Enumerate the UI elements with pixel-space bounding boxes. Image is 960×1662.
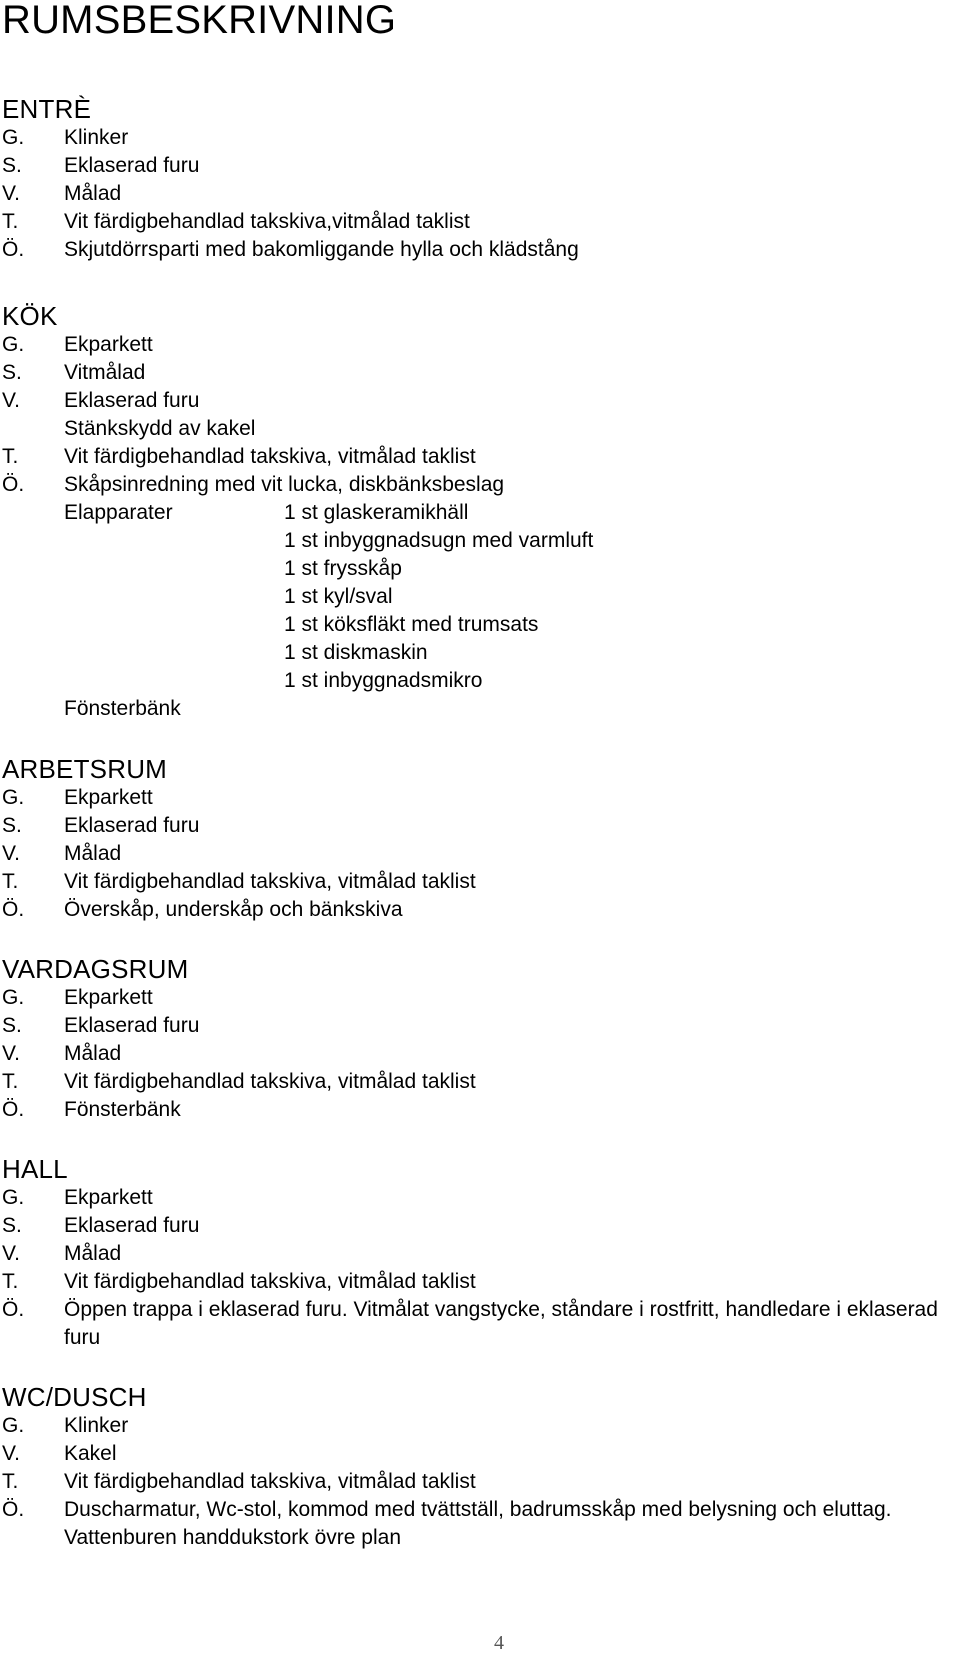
row-wall bbox=[2, 840, 960, 868]
row-value: Eklaserad furu bbox=[64, 1214, 200, 1237]
row-value: Överskåp, underskåp och bänkskiva bbox=[64, 898, 403, 921]
row-wall bbox=[2, 1240, 960, 1268]
row-value: Målad bbox=[64, 842, 122, 865]
row-ceiling bbox=[2, 208, 960, 236]
row-floor bbox=[2, 784, 960, 812]
row-other bbox=[2, 471, 960, 499]
row-wall bbox=[2, 1440, 960, 1468]
row-value: Stänkskydd av kakel bbox=[64, 417, 256, 440]
row-value: Skåpsinredning med vit lucka, diskbänksbeslag bbox=[64, 473, 505, 496]
row-key: S. bbox=[2, 361, 22, 384]
section-heading: ARBETSRUM bbox=[2, 754, 168, 784]
row-value: Vit färdigbehandlad takskiva, vitmålad taklist bbox=[64, 445, 476, 468]
section-arbetsrum bbox=[2, 754, 960, 924]
row-value: Eklaserad furu bbox=[64, 1014, 200, 1037]
row-wall bbox=[2, 180, 960, 208]
row-value: Målad bbox=[64, 1242, 122, 1265]
appliance-item: 1 st glaskeramikhäll bbox=[284, 501, 469, 524]
row-ceiling bbox=[2, 443, 960, 471]
row-key: G. bbox=[2, 1186, 25, 1209]
appliance-row bbox=[2, 611, 960, 639]
row-key: T. bbox=[2, 870, 19, 893]
row-key: S. bbox=[2, 814, 22, 837]
row-key: V. bbox=[2, 1442, 20, 1465]
row-floor bbox=[2, 124, 960, 152]
row-key: Ö. bbox=[2, 898, 25, 921]
row-value: Ekparkett bbox=[64, 986, 153, 1009]
row-baseboard bbox=[2, 1012, 960, 1040]
row-value: Målad bbox=[64, 182, 122, 205]
row-key: V. bbox=[2, 389, 20, 412]
row-value: Vit färdigbehandlad takskiva, vitmålad taklist bbox=[64, 870, 476, 893]
row-baseboard bbox=[2, 152, 960, 180]
row-floor bbox=[2, 984, 960, 1012]
row-key: G. bbox=[2, 986, 25, 1009]
row-ceiling bbox=[2, 1268, 960, 1296]
row-other bbox=[2, 896, 960, 924]
row-key: V. bbox=[2, 1242, 20, 1265]
appliance-row bbox=[2, 695, 960, 723]
row-key: S. bbox=[2, 1214, 22, 1237]
section-entre bbox=[2, 94, 960, 264]
row-wall-extra bbox=[2, 415, 960, 443]
row-key: Ö. bbox=[2, 1498, 25, 1521]
section-kok bbox=[2, 301, 960, 723]
row-key: G. bbox=[2, 786, 25, 809]
row-other bbox=[2, 1296, 960, 1352]
row-baseboard bbox=[2, 1212, 960, 1240]
row-value: Målad bbox=[64, 1042, 122, 1065]
row-key: T. bbox=[2, 1070, 19, 1093]
row-key: V. bbox=[2, 182, 20, 205]
row-baseboard bbox=[2, 812, 960, 840]
section-wc-dusch bbox=[2, 1382, 960, 1552]
row-other bbox=[2, 236, 960, 264]
row-wall bbox=[2, 387, 960, 415]
section-heading: VARDAGSRUM bbox=[2, 954, 189, 984]
row-key: T. bbox=[2, 210, 19, 233]
row-key: T. bbox=[2, 445, 19, 468]
appliance-row bbox=[2, 583, 960, 611]
row-value: Klinker bbox=[64, 1414, 129, 1437]
row-wall bbox=[2, 1040, 960, 1068]
row-key: S. bbox=[2, 154, 22, 177]
row-value: Vitmålad bbox=[64, 361, 146, 384]
row-value: Öppen trappa i eklaserad furu. Vitmålat vangstycke, ståndare i rostfritt, handledare i eklaserad furu bbox=[64, 1298, 938, 1349]
row-value: Vit färdigbehandlad takskiva, vitmålad taklist bbox=[64, 1070, 476, 1093]
appliance-row bbox=[2, 499, 960, 527]
row-value: Skjutdörrsparti med bakomliggande hylla och klädstång bbox=[64, 238, 579, 261]
section-heading: KÖK bbox=[2, 301, 58, 331]
row-key: Ö. bbox=[2, 1298, 25, 1321]
appliance-row bbox=[2, 555, 960, 583]
row-key: G. bbox=[2, 1414, 25, 1437]
row-baseboard bbox=[2, 359, 960, 387]
appliance-item: 1 st köksfläkt med trumsats bbox=[284, 613, 539, 636]
document-title: RUMSBESKRIVNING bbox=[2, 0, 397, 42]
appliance-item: 1 st frysskåp bbox=[284, 557, 402, 580]
section-heading: ENTRÈ bbox=[2, 94, 92, 124]
appliance-item: 1 st inbyggnadsmikro bbox=[284, 669, 483, 692]
row-key: Ö. bbox=[2, 473, 25, 496]
row-value: Klinker bbox=[64, 126, 129, 149]
appliance-row bbox=[2, 527, 960, 555]
row-floor bbox=[2, 331, 960, 359]
row-key: S. bbox=[2, 1014, 22, 1037]
row-key: Ö. bbox=[2, 238, 25, 261]
row-value: Vit färdigbehandlad takskiva, vitmålad taklist bbox=[64, 1470, 476, 1493]
row-value: Vit färdigbehandlad takskiva,vitmålad taklist bbox=[64, 210, 470, 233]
row-key: T. bbox=[2, 1270, 19, 1293]
row-value: Vit färdigbehandlad takskiva, vitmålad taklist bbox=[64, 1270, 476, 1293]
row-other bbox=[2, 1096, 960, 1124]
row-ceiling bbox=[2, 1468, 960, 1496]
row-key: V. bbox=[2, 842, 20, 865]
section-heading: HALL bbox=[2, 1154, 68, 1184]
row-floor bbox=[2, 1412, 960, 1440]
row-value: Ekparkett bbox=[64, 786, 153, 809]
section-vardagsrum bbox=[2, 954, 960, 1124]
appliance-row bbox=[2, 667, 960, 695]
row-value: Eklaserad furu bbox=[64, 814, 200, 837]
row-key: T. bbox=[2, 1470, 19, 1493]
row-value: Duscharmatur, Wc-stol, kommod med tvättställ, badrumsskåp med belysning och eluttag. Vattenburen handdukstork övre plan bbox=[64, 1498, 892, 1549]
row-value: Eklaserad furu bbox=[64, 154, 200, 177]
appliance-item: 1 st inbyggnadsugn med varmluft bbox=[284, 529, 594, 552]
section-hall bbox=[2, 1154, 960, 1352]
row-value: Eklaserad furu bbox=[64, 389, 200, 412]
page-number: 4 bbox=[494, 1632, 504, 1654]
row-ceiling bbox=[2, 868, 960, 896]
appliance-row bbox=[2, 639, 960, 667]
row-ceiling bbox=[2, 1068, 960, 1096]
row-key: V. bbox=[2, 1042, 20, 1065]
row-key: Ö. bbox=[2, 1098, 25, 1121]
row-value: Kakel bbox=[64, 1442, 117, 1465]
row-other bbox=[2, 1496, 960, 1552]
row-floor bbox=[2, 1184, 960, 1212]
row-value: Fönsterbänk bbox=[64, 1098, 181, 1121]
row-value: Ekparkett bbox=[64, 333, 153, 356]
appliances-label: Elapparater bbox=[64, 501, 173, 524]
row-value: Ekparkett bbox=[64, 1186, 153, 1209]
appliance-item: 1 st kyl/sval bbox=[284, 585, 393, 608]
row-key: G. bbox=[2, 126, 25, 149]
window-sill-label: Fönsterbänk bbox=[64, 697, 181, 720]
section-heading: WC/DUSCH bbox=[2, 1382, 147, 1412]
row-key: G. bbox=[2, 333, 25, 356]
appliance-item: 1 st diskmaskin bbox=[284, 641, 428, 664]
